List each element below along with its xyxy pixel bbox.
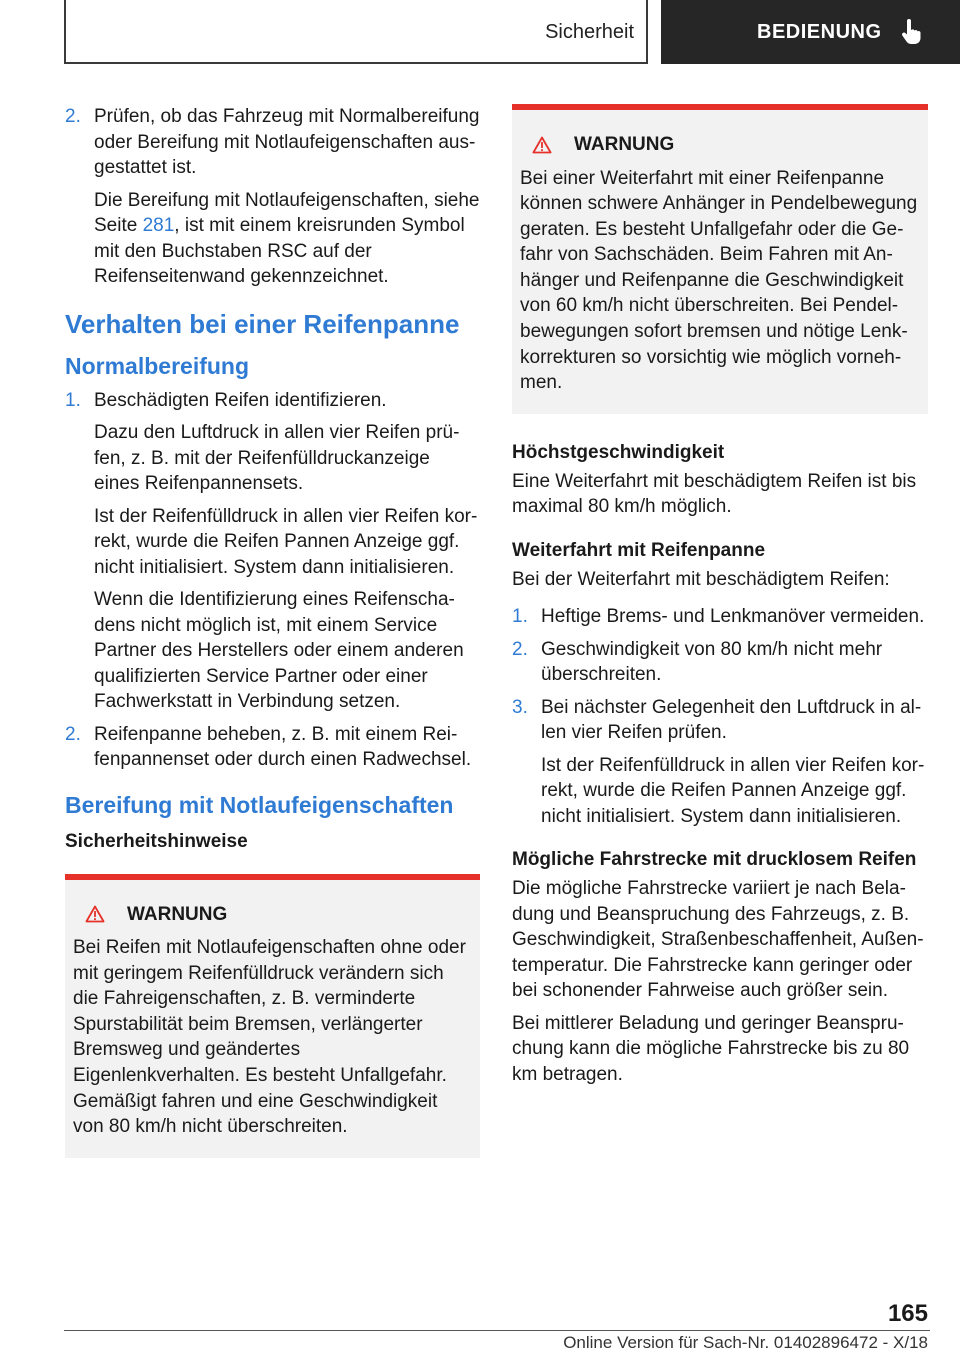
list-subtext: Ist der Reifenfülldruck in allen vier Reifen korrekt, wurde die Reifen Pannen Anzeige ggf. nicht initialisiert. System dann initialisieren. (541, 754, 925, 827)
list-number: 2. (512, 638, 528, 660)
continue-heading: Weiterfahrt mit Reifenpanne (512, 539, 766, 561)
list-text: Heftige Brems- und Lenkmanöver vermeiden. (541, 606, 925, 628)
list-item (65, 104, 480, 290)
list-number: 1. (512, 606, 528, 628)
page-number: 165 (887, 1300, 928, 1327)
warning-triangle-icon (532, 136, 552, 154)
footer-version-note: Online Version für Sach-Nr. 01402896472 - X/18 (563, 1333, 928, 1352)
warning-box (65, 874, 480, 1158)
list-subtext: Wenn die Identifizierung eines Reifenschadens nicht möglich ist, mit einem Service Partner des Herstellers oder einem anderen qualifizierten Service Partner oder einer Fachwerkstatt in Verbindung setzen. (94, 589, 464, 712)
list-item (512, 604, 928, 630)
list-subtext: Ist der Reifenfülldruck in allen vier Reifen korrekt, wurde die Reifen Pannen Anzeige ggf. nicht initialisiert. System dann initialisieren. (94, 505, 478, 578)
section-heading: Verhalten bei einer Reifenpanne (65, 308, 460, 339)
list-subtext: Die Bereifung mit Notlaufeigenschaften, siehe Seite 281, ist mit einem kreisrunden Symbol mit den Buchstaben RSC auf der Reifenseitenwand gekennzeichnet. (94, 189, 480, 287)
list-number: 1. (65, 389, 81, 411)
distance-text: Bei mittlerer Beladung und geringer Beanspruchung kann die mögliche Fahrstrecke bis zu 80 km betragen. (512, 1012, 910, 1085)
list-text: Geschwindigkeit von 80 km/h nicht mehr überschreiten. (541, 638, 883, 686)
list-text: Reifenpanne beheben, z. B. mit einem Reifenpannenset oder durch einen Radwechsel. (94, 723, 472, 770)
header-chapter-tab[interactable] (661, 0, 960, 64)
safety-heading: Sicherheitshinweise (65, 830, 248, 852)
warning-text: Bei Reifen mit Notlaufeigenschaften ohne oder mit geringem Reifenfülldruck verändern sich die Fahreigenschaften, z. B. verminderte Spurstabilität beim Bremsen, verlängerter Bremsweg und geändertes Eigenlenkverhalten. Es besteht Unfallgefahr. Gemäßigt fahren und eine Geschwindigkeit von 80 km/h nicht überschreiten. (73, 937, 466, 1138)
continue-intro: Bei der Weiterfahrt mit beschädigtem Reifen: (512, 568, 890, 590)
list-subtext: Dazu den Luftdruck in allen vier Reifen prüfen, z. B. mit der Reifenfülldruckanzeige eines Reifenpannensets. (94, 422, 460, 494)
distance-text: Die mögliche Fahrstrecke variiert je nach Beladung und Beanspruchung des Fahrzeugs, z. B. Geschwindigkeit, Straßenbeschaffenheit, Außentemperatur. Die Fahrstrecke kann geringer oder bei schonender Fahrweise auch größer sein. (512, 878, 924, 1002)
list-text: Bei nächster Gelegenheit den Luftdruck in allen vier Reifen prüfen. (541, 696, 922, 744)
footer-divider (64, 1330, 930, 1331)
distance-heading: Mögliche Fahrstrecke mit drucklosem Reifen (512, 849, 917, 871)
warning-title: WARNUNG (73, 902, 472, 928)
list-text: Prüfen, ob das Fahrzeug mit Normalbereifung oder Bereifung mit Notlaufeigenschaften ausgestattet ist. (94, 106, 480, 178)
left-column (65, 104, 480, 1158)
list-item (65, 722, 480, 773)
list-number: 2. (65, 106, 81, 127)
warning-text: Bei einer Weiterfahrt mit einer Reifenpanne können schwere Anhänger in Pendelbewegung geraten. Es besteht Unfallgefahr oder die Gefahr von Sachschäden. Beim Fahren mit Anhänger und Reifenpanne die Geschwindigkeit von 60 km/h nicht überschreiten. Bei Pendelbewegungen sofort bremsen und nötige Lenkkorrekturen so vorsichtig wie möglich vornehmen. (520, 167, 918, 394)
speed-text: Eine Weiterfahrt mit beschädigtem Reifen ist bis maximal 80 km/h möglich. (512, 470, 917, 518)
chapter-label: BEDIENUNG (757, 20, 882, 43)
list-item (65, 388, 480, 715)
subsection-heading-normal: Normalbereifung (65, 352, 250, 379)
list-item (512, 695, 928, 830)
list-text: Beschädigten Reifen identifizieren. (94, 389, 387, 411)
warning-triangle-icon (85, 905, 105, 923)
pointing-hand-icon (900, 19, 922, 45)
page-link[interactable]: 281 (142, 215, 175, 236)
warning-title: WARNUNG (520, 132, 920, 158)
right-column (512, 104, 928, 1094)
list-item (512, 637, 928, 688)
subsection-heading-runflat: Bereifung mit Notlaufeigenschaften (65, 791, 454, 818)
header-section-title (64, 0, 648, 64)
list-number: 3. (512, 696, 528, 718)
warning-box (512, 104, 928, 414)
speed-heading: Höchstgeschwindigkeit (512, 441, 725, 463)
list-number: 2. (65, 723, 81, 745)
section-label: Sicherheit (545, 20, 634, 43)
